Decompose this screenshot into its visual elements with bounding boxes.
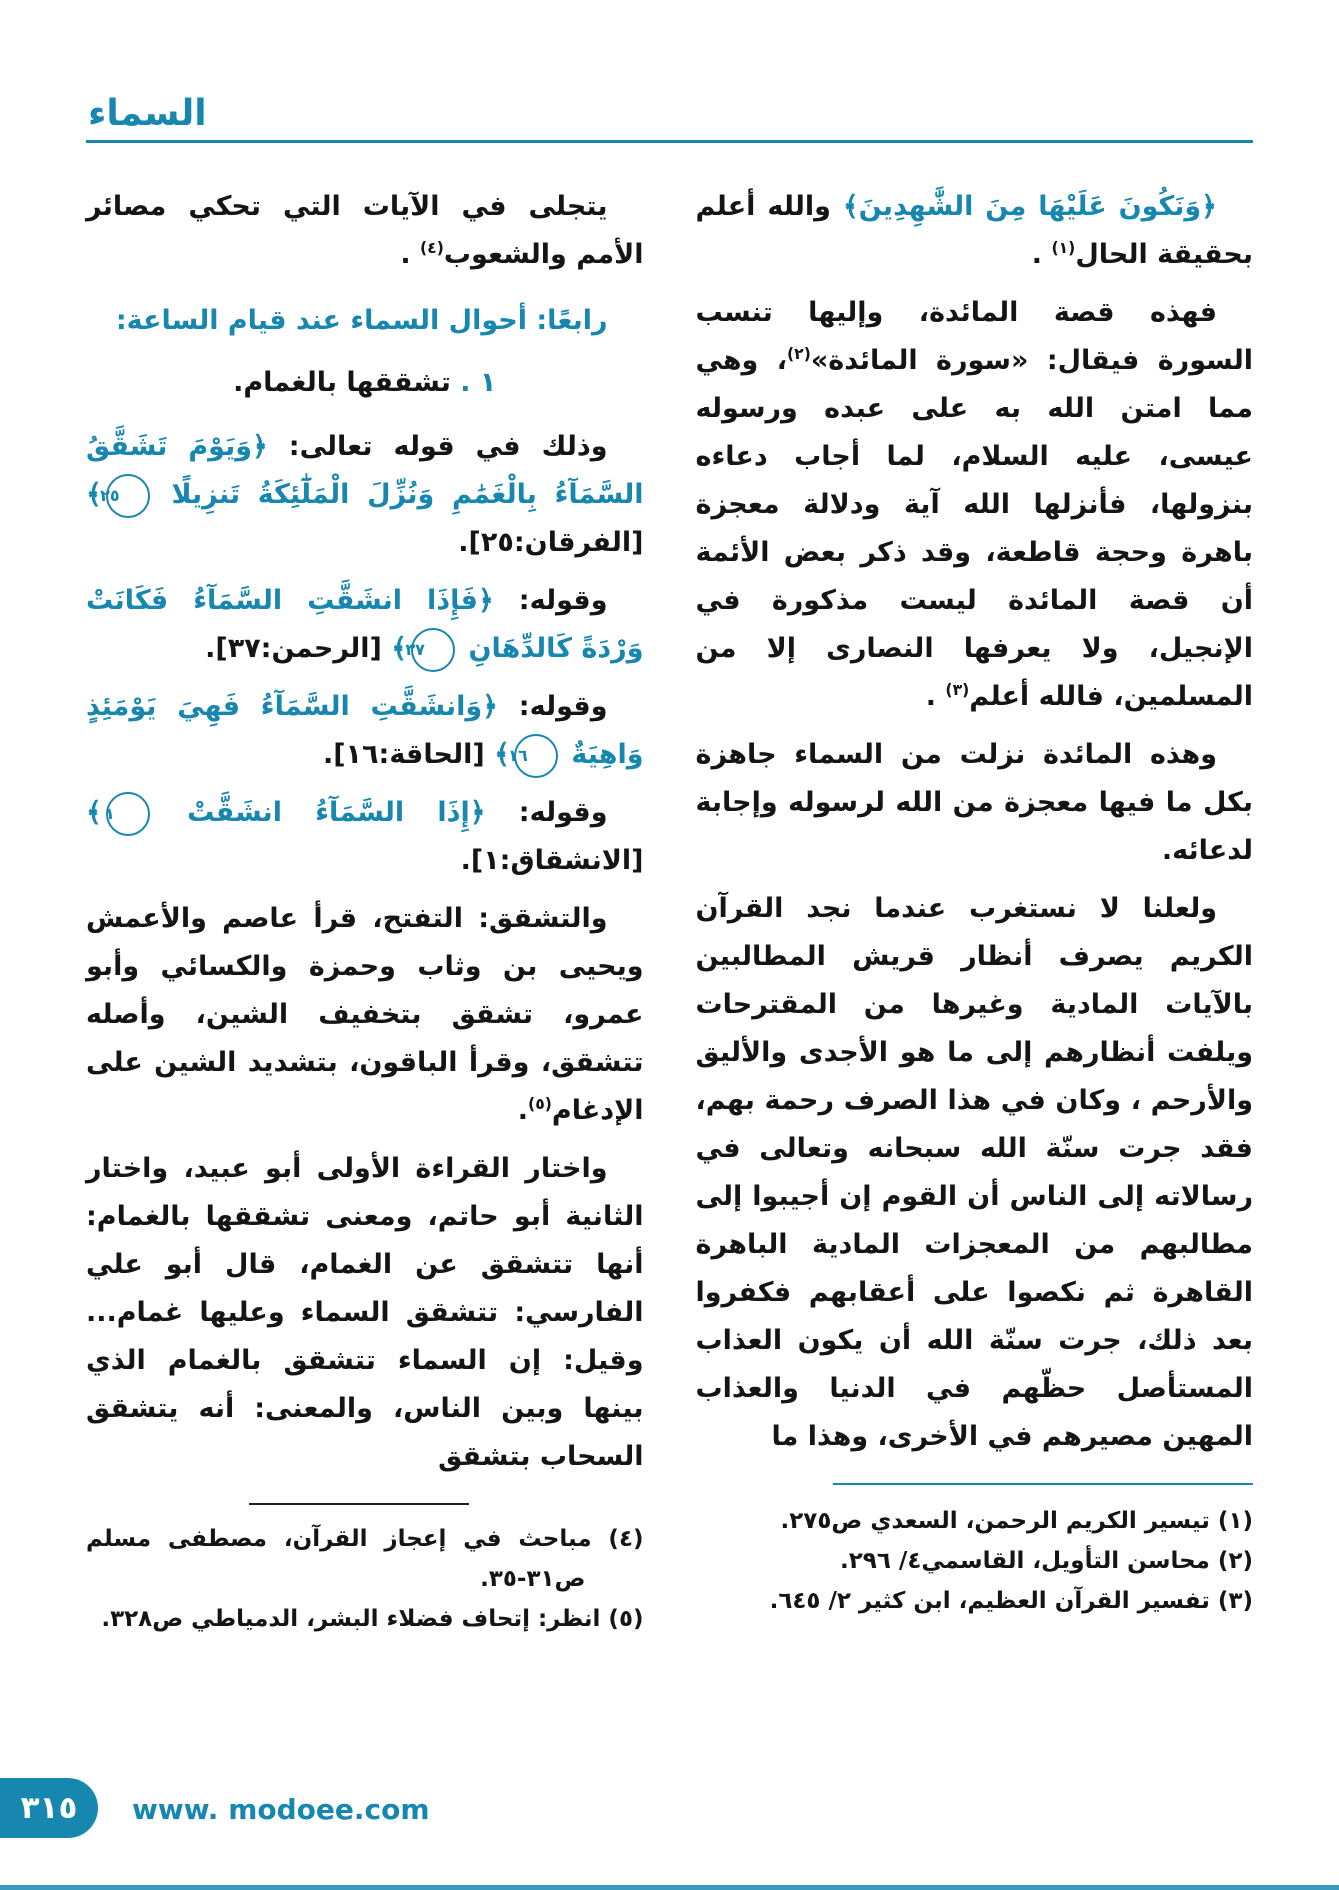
text-run: والتشقق: التفتح، قرأ عاصم والأعمش ويحيى بن وثاب وحمزة والكسائي وأبو عمرو، تشقق بتخفيف الشين، وأصله تتشقق، وقرأ الباقون، بتشديد الشين على الإدغام (86, 903, 644, 1126)
footnote-text: مباحث في إعجاز القرآن، مصطفى مسلم ص٣١-٣٥. (86, 1526, 592, 1592)
paragraph (86, 423, 644, 567)
ayah-number-medallion: ٢٥ (106, 474, 150, 518)
footnote-text: تفسير القرآن العظيم، ابن كثير ٢/ ٦٤٥. (769, 1588, 1210, 1614)
text-run: [الرحمن:٣٧]. (205, 633, 392, 664)
footnote (696, 1581, 1254, 1621)
footnote-number: (٢) (1209, 1548, 1253, 1574)
paragraph (86, 683, 644, 779)
quran-verse: ﴿فَإِذَا انشَقَّتِ السَّمَآءُ فَكَانَتْ وَرْدَةً كَالدِّهَانِ (86, 585, 644, 664)
text-run: فهذه قصة المائدة، وإليها تنسب السورة فيقال: «سورة المائدة» (695, 297, 1253, 376)
website-link[interactable]: www. modoee.com (132, 1793, 430, 1826)
text-run: [الانشقاق:١]. (460, 845, 644, 876)
footnote (86, 1519, 644, 1599)
text-run: . (517, 1095, 529, 1126)
text-run: وقوله: (493, 585, 608, 616)
paragraph (86, 1145, 644, 1481)
accent-text: رابعًا: أحوال السماء عند قيام الساعة: (115, 305, 608, 336)
quran-verse: ﴿إِذَا السَّمَآءُ انشَقَّتْ (153, 797, 486, 828)
section-heading (86, 297, 644, 345)
bold-text: تشققها بالغمام. (233, 367, 451, 398)
ayah-number-medallion: ١٦ (514, 734, 558, 778)
text-run: . (400, 239, 421, 270)
running-header (86, 86, 1253, 143)
page-number-badge (0, 1778, 98, 1838)
quran-verse: ﴿وَنَكُونَ عَلَيْهَا مِنَ الشَّٰهِدِينَ﴾ (842, 191, 1218, 222)
quran-verse: ﴿وَانشَقَّتِ السَّمَآءُ فَهِيَ يَوْمَئِذٍ وَاهِيَةٌ (86, 691, 644, 770)
text-run: . (925, 681, 946, 712)
ayah-number-medallion: ١ (106, 792, 150, 836)
text-run: وقوله: (498, 691, 608, 722)
paragraph (696, 289, 1254, 721)
text-run: وذلك في قوله تعالى: (267, 431, 608, 462)
text-run: [الفرقان:٢٥]. (458, 527, 644, 558)
footnote-marker: (٢) (786, 344, 811, 363)
footnote-number: (٣) (1209, 1588, 1253, 1614)
text-run: وقوله: (485, 797, 608, 828)
paragraph (86, 183, 644, 279)
chapter-title: السماء (88, 93, 207, 134)
text-run: وهذه المائدة نزلت من السماء جاهزة بكل ما فيها معجزة من الله لرسوله وإجابة لدعائه. (695, 739, 1253, 866)
right-column-footnotes (696, 1483, 1254, 1621)
page-number: ٣١٥ (20, 1790, 78, 1826)
ayah-number-medallion: ٣٧ (411, 628, 455, 672)
footnote-text: انظر: إتحاف فضلاء البشر، الدمياطي ص٣٢٨. (101, 1606, 601, 1632)
footnote-number: (٤) (591, 1526, 644, 1552)
footnote-number: (٥) (600, 1606, 644, 1632)
text-run: يتجلى في الآيات التي تحكي مصائر الأمم والشعوب (86, 191, 644, 270)
footnote (696, 1541, 1254, 1581)
paragraph (86, 895, 644, 1135)
sub-heading (86, 359, 644, 407)
right-column (696, 183, 1254, 1639)
footnote-text: تيسير الكريم الرحمن، السعدي ص٢٧٥. (780, 1508, 1210, 1534)
footnote-separator (249, 1503, 469, 1505)
text-run: [الحاقة:١٦]. (322, 739, 495, 770)
text-run: . (1031, 239, 1052, 270)
paragraph (86, 789, 644, 885)
right-column-text (696, 183, 1254, 1461)
left-column-text (86, 183, 644, 1481)
footnote (696, 1501, 1254, 1541)
quran-verse: ﴾ (86, 479, 102, 510)
footnote-marker: (١) (1051, 238, 1076, 257)
text-run: ، وهي مما امتن الله به على عبده ورسوله عيسى، عليه السلام، لما أجاب دعاءه بنزولها، فأنزلها الله آية ودلالة معجزة باهرة وحجة قاطعة، وقد ذكر بعض الأئمة أن قصة المائدة ليست مذكورة في الإنجيل، ولا يعرفها النصارى إلا من المسلمين، فالله أعلم (695, 345, 1253, 712)
footnote-number: (١) (1209, 1508, 1253, 1534)
quran-verse: ﴾ (86, 797, 102, 828)
footnote-text: محاسن التأويل، القاسمي٤/ ٢٩٦. (840, 1548, 1210, 1574)
left-column-footnotes (86, 1503, 644, 1639)
paragraph (696, 183, 1254, 279)
footnote-marker: (٤) (420, 238, 444, 257)
left-column (86, 183, 644, 1639)
text-run: واختار القراءة الأولى أبو عبيد، واختار الثانية أبو حاتم، ومعنى تشققها بالغمام: أنها تتشقق عن الغمام، قال أبو علي الفارسي: تتشقق السماء وعليها غمام... وقيل: إن السماء تتشقق بالغمام الذي بينها وبين الناس، والمعنى: أنه يتشقق السحاب بتشقق (86, 1153, 644, 1472)
quran-verse: ﴾ (494, 739, 510, 770)
footnote (86, 1599, 644, 1639)
paragraph (696, 731, 1254, 875)
text-run: ولعلنا لا نستغرب عندما نجد القرآن الكريم يصرف أنظار قريش المطالبين بالآيات المادية وغيرها من المقترحات ويلفت أنظارهم إلى ما هو الأجدى والأليق والأرحم ، وكان في هذا الصرف رحمة بهم، فقد جرت سنّة الله سبحانه وتعالى في رسالاته إلى الناس أن القوم إن أجيبوا إلى مطالبهم من المعجزات المادية الباهرة القاهرة ثم نكصوا على أعقابهم فكفروا بعد ذلك، جرت سنّة الله أن يكون العذاب المستأصل حظّهم في الدنيا والعذاب المهين مصيرهم في الأخرى، وهذا ما (695, 893, 1253, 1452)
footnote-list (86, 1519, 644, 1639)
quran-verse: ﴾ (391, 633, 408, 664)
quran-verse: ﴿وَيَوْمَ تَشَقَّقُ السَّمَآءُ بِالْغَمَٰمِ وَنُزِّلَ الْمَلَٰٓئِكَةُ تَنزِيلًا (86, 431, 644, 510)
paragraph (696, 885, 1254, 1461)
footnote-marker: (٣) (945, 680, 970, 699)
paragraph (86, 577, 644, 673)
accent-text: ١ . (450, 367, 497, 398)
text-run: والله أعلم بحقيقة الحال (695, 191, 1253, 270)
bottom-edge-rule (0, 1885, 1339, 1890)
footnote-marker: (٥) (528, 1094, 552, 1113)
text-columns (86, 183, 1253, 1639)
footnote-list (696, 1501, 1254, 1621)
footnote-separator (833, 1483, 1253, 1485)
